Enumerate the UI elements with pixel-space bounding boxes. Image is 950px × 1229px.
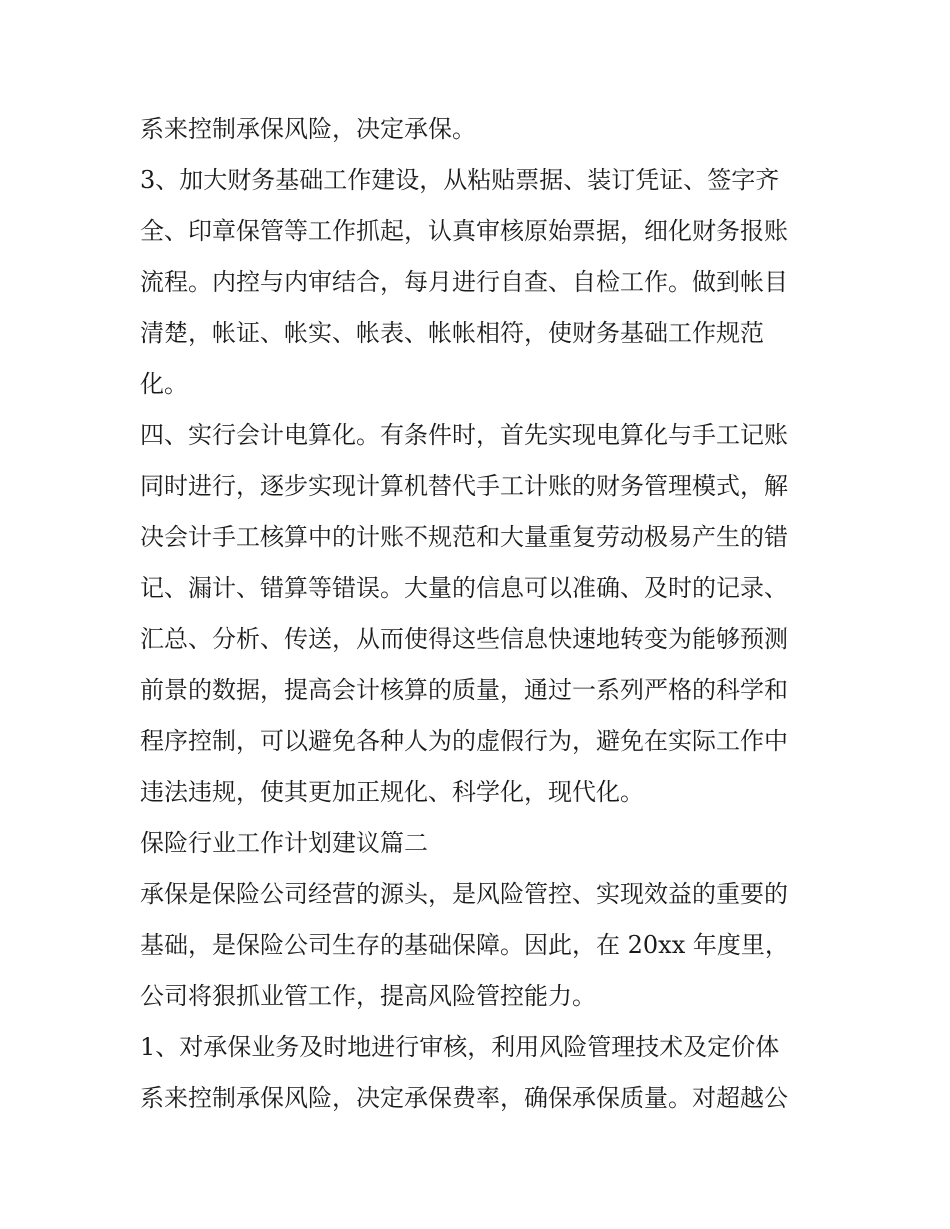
text-line-20: 系来控制承保风险，决定承保费率，确保承保质量。对超越公	[140, 1084, 788, 1112]
text-line-3: 全、印章保管等工作抓起，认真审核原始票据，细化财务报账	[140, 217, 788, 245]
text-line-6: 化。	[140, 370, 188, 398]
text-line-11: 汇总、分析、传送，从而使得这些信息快速地转变为能够预测	[140, 625, 788, 653]
text-line-17: 基础，是保险公司生存的基础保障。因此，在 20xx 年度里，	[140, 931, 789, 959]
text-line-16: 承保是保险公司经营的源头，是风险管控、实现效益的重要的	[140, 880, 788, 908]
text-line-5: 清楚，帐证、帐实、帐表、帐帐相符，使财务基础工作规范	[140, 319, 764, 347]
text-line-18: 公司将狠抓业管工作，提高风险管控能力。	[140, 982, 596, 1010]
text-line-2: 3、加大财务基础工作建设，从粘贴票据、装订凭证、签字齐	[140, 166, 780, 194]
text-line-12: 前景的数据，提高会计核算的质量，通过一系列严格的科学和	[140, 676, 788, 704]
text-line-9: 决会计手工核算中的计账不规范和大量重复劳动极易产生的错	[140, 523, 788, 551]
text-line-14: 违法违规，使其更加正规化、科学化，现代化。	[140, 778, 644, 806]
text-line-1: 系来控制承保风险，决定承保。	[140, 115, 476, 143]
section-heading: 保险行业工作计划建议篇二	[140, 829, 428, 857]
text-line-7: 四、实行会计电算化。有条件时，首先实现电算化与手工记账	[140, 421, 788, 449]
text-line-4: 流程。内控与内审结合，每月进行自查、自检工作。做到帐目	[140, 268, 788, 296]
text-line-10: 记、漏计、错算等错误。大量的信息可以准确、及时的记录、	[140, 574, 788, 602]
text-line-13: 程序控制，可以避免各种人为的虚假行为，避免在实际工作中	[140, 727, 788, 755]
text-line-8: 同时进行，逐步实现计算机替代手工计账的财务管理模式，解	[140, 472, 788, 500]
text-line-19: 1、对承保业务及时地进行审核，利用风险管理技术及定价体	[140, 1033, 780, 1061]
